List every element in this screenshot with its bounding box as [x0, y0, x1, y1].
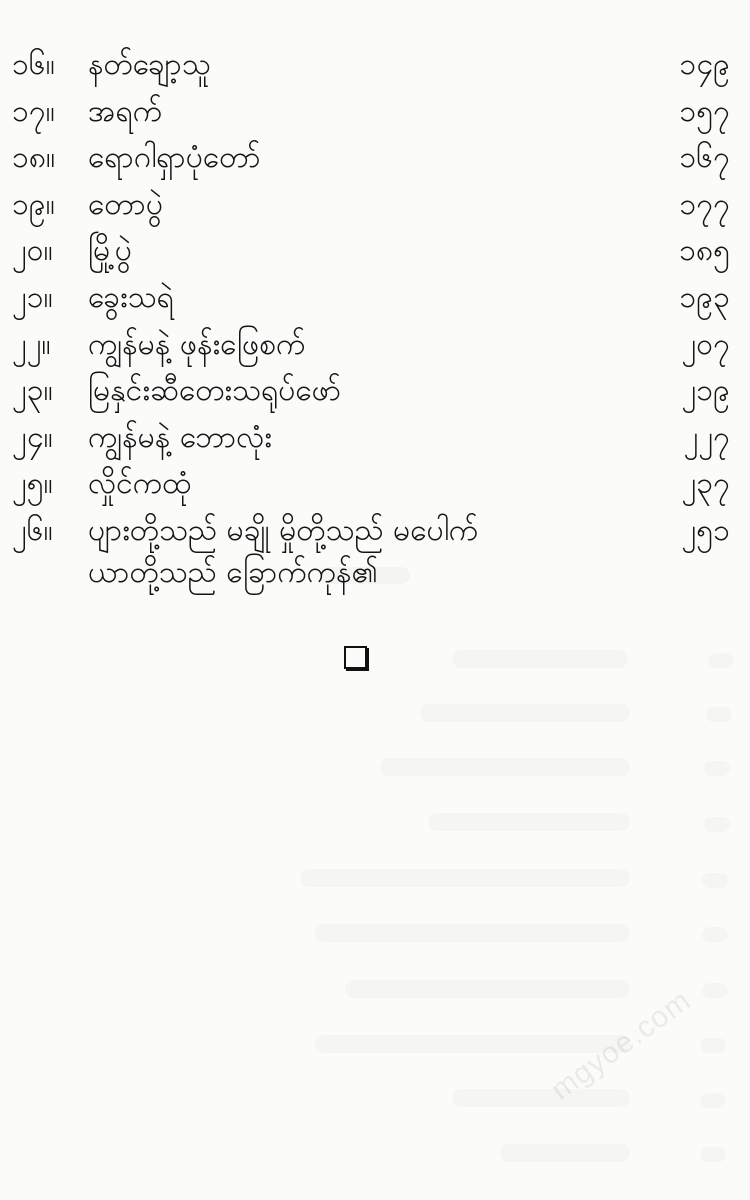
table-of-contents: [0, 46, 750, 604]
chapter-number: ၂၄။: [12, 419, 53, 455]
bleed-through-text: [0, 555, 750, 1200]
toc-row: [0, 46, 750, 93]
bleed-through-line: [300, 869, 630, 887]
bleed-through-line: [500, 1144, 630, 1162]
toc-row: [0, 186, 750, 233]
toc-row: [0, 93, 750, 140]
page-number: ၁၄၉: [679, 47, 730, 82]
bleed-through-number: [702, 983, 728, 998]
bleed-through-line: [452, 650, 628, 668]
page-number: ၁၆၇: [679, 140, 730, 176]
toc-row: [0, 372, 750, 419]
bleed-through-line: [420, 704, 630, 722]
bleed-through-number: [700, 1038, 726, 1053]
chapter-number: ၂၅။: [12, 466, 53, 502]
chapter-title: အရက်: [88, 93, 163, 129]
chapter-number: ၂၁။: [12, 279, 53, 315]
chapter-number: ၁၆။: [12, 47, 55, 82]
toc-row: [0, 139, 750, 186]
bleed-through-number: [704, 761, 730, 776]
bleed-through-line: [315, 924, 630, 942]
chapter-title-continuation: ယာတို့သည် ခြောက်ကုန်၏: [88, 554, 379, 590]
bleed-through-number: [700, 1147, 726, 1162]
watermark: mgyoe.com: [545, 983, 698, 1107]
chapter-number: ၂၃။: [12, 373, 53, 409]
chapter-number: ၂၀။: [12, 233, 53, 269]
chapter-number: ၁၇။: [12, 93, 55, 129]
chapter-title: လှိုင်ကထုံ: [88, 466, 192, 502]
page-number: ၁၇၇: [679, 186, 730, 222]
chapter-title: ကျွန်မနဲ့ ဘောလုံး: [88, 419, 272, 455]
bleed-through-number: [702, 927, 728, 942]
chapter-title: ရောဂါရှာပုံတော်: [88, 140, 261, 176]
chapter-number: ၁၉။: [12, 186, 55, 222]
chapter-title: ပျားတို့သည် မချို မှိုတို့သည် မပေါက်: [88, 512, 479, 548]
chapter-title: တောပွဲ: [88, 186, 163, 222]
page-number: ၂၃၇: [681, 466, 730, 502]
chapter-number: ၂၂။: [12, 326, 51, 362]
bleed-through-line: [315, 1035, 630, 1053]
toc-row: [0, 232, 750, 279]
bleed-through-number: [704, 817, 730, 832]
bleed-through-line: [428, 813, 630, 831]
chapter-number: ၁၈။: [12, 140, 56, 176]
bleed-through-line: [452, 1089, 630, 1107]
bleed-through-number: [700, 1093, 726, 1108]
bleed-through-line: [345, 980, 630, 998]
page-number: ၁၉၃: [679, 279, 730, 315]
bleed-through-number: [706, 707, 732, 722]
page-number: ၂၅၁: [681, 512, 730, 548]
page-number: ၁၅၇: [679, 93, 730, 129]
toc-row: [0, 465, 750, 512]
bleed-through-number: [702, 873, 728, 888]
toc-row: [0, 512, 750, 604]
chapter-title: ကျွန်မနဲ့ ဖုန်းဖြေစက်: [88, 326, 306, 362]
square-ornament-icon: [344, 646, 367, 669]
chapter-title: ခွေးသရဲ: [88, 279, 174, 315]
page-number: ၂၀၇: [681, 326, 730, 362]
page-number: ၂၁၉: [681, 373, 730, 409]
chapter-title: မြနှင်းဆီတေးသရုပ်ဖော်: [88, 373, 342, 409]
toc-row: [0, 279, 750, 326]
page-number: ၁၈၅: [679, 233, 730, 269]
chapter-title: မြို့ပွဲ: [88, 233, 132, 269]
bleed-through-line: [380, 758, 630, 776]
bleed-through-number: [708, 653, 734, 668]
page-number: ၂၂၇: [683, 419, 730, 455]
chapter-number: ၂၆။: [12, 512, 53, 548]
toc-row: [0, 419, 750, 466]
chapter-title: နတ်ချော့သူ: [88, 47, 211, 82]
toc-row: [0, 326, 750, 373]
